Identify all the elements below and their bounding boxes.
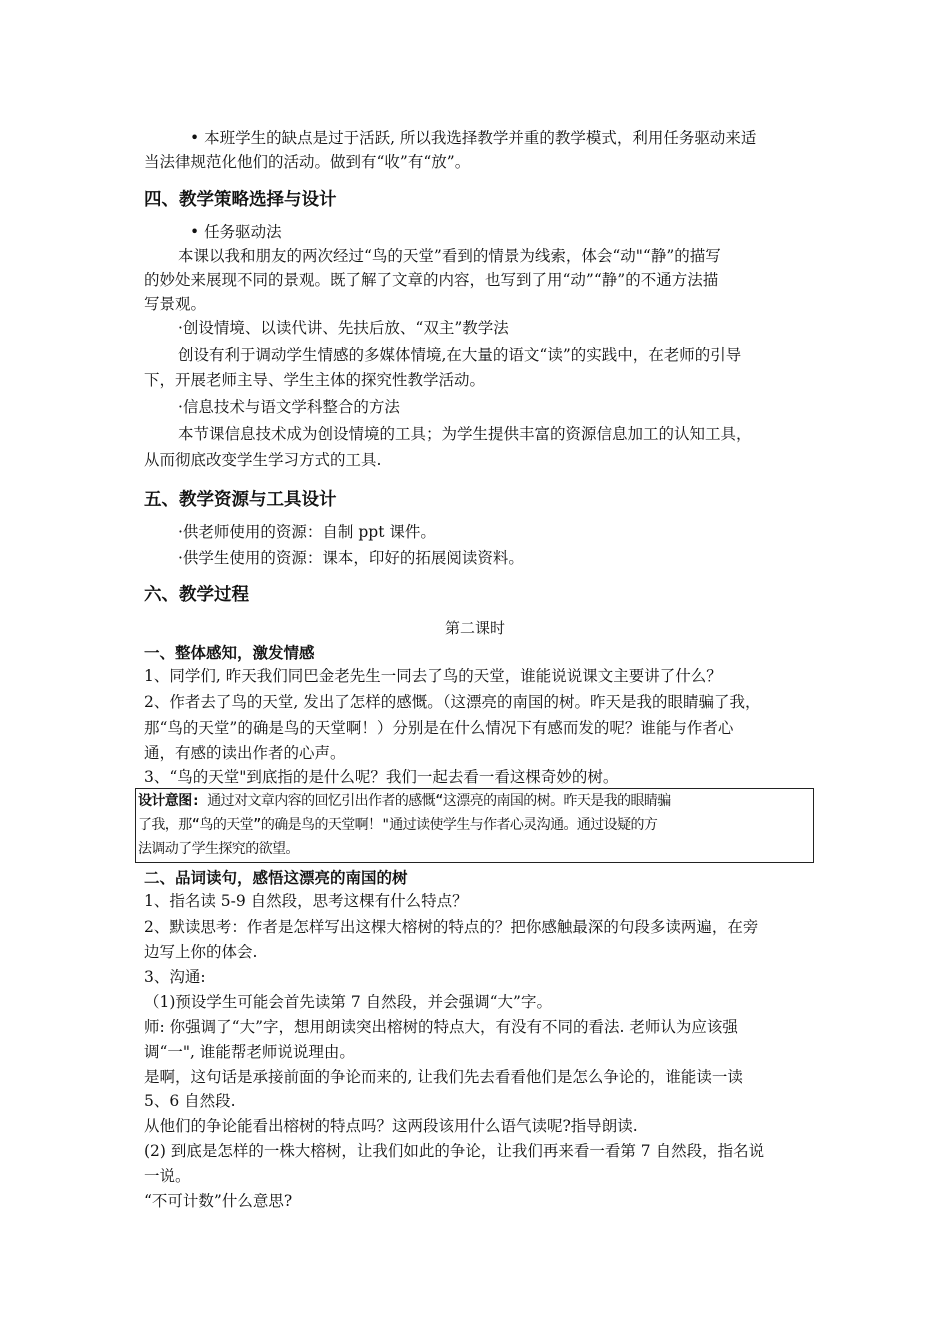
section-heading: 五、教学资源与工具设计 — [144, 490, 337, 510]
paragraph-line: 写景观。 — [144, 295, 207, 313]
section-heading: 六、教学过程 — [144, 585, 249, 605]
paragraph-line: 3、沟通: — [144, 968, 206, 986]
paragraph-line: 边写上你的体会. — [144, 943, 258, 961]
lesson-label: 第二课时 — [444, 619, 505, 637]
paragraph-line: 从他们的争论能看出榕树的特点吗？这两段该用什么语气读呢?指导朗读. — [144, 1117, 638, 1135]
paragraph-line: 1、指名读 5-9 自然段，思考这棵有什么特点？ — [144, 892, 468, 910]
paragraph-line: 本课以我和朋友的两次经过“鸟的天堂”看到的情景为线索，体会“动"“静”的描写 — [178, 247, 721, 265]
paragraph-line: 2、作者去了鸟的天堂, 发出了怎样的感慨。（这漂亮的南国的树。昨天是我的眼睛骗了我， — [144, 693, 761, 711]
paragraph-line: (2) 到底是怎样的一株大榕树，让我们如此的争论，让我们再来看一看第 7 自然段，指名说 — [144, 1142, 765, 1160]
paragraph-line: 2、默读思考：作者是怎样写出这棵大榕树的特点的？把你感触最深的句段多读两遍，在旁 — [144, 918, 759, 936]
paragraph-line: 是啊，这句话是承接前面的争论而来的, 让我们先去看看他们是怎么争论的，谁能读一读 — [144, 1068, 743, 1086]
paragraph-line: 从而彻底改变学生学习方式的工具. — [144, 451, 382, 469]
paragraph-line: 3、“鸟的天堂"到底指的是什么呢？我们一起去看一看这棵奇妙的树。 — [144, 768, 619, 786]
subsection-heading: 二、品词读句，感悟这漂亮的南国的树 — [144, 869, 408, 887]
paragraph-line: 那“鸟的天堂”的确是鸟的天堂啊！）分别是在什么情况下有感而发的呢？谁能与作者心 — [144, 719, 734, 737]
paragraph-line: （1)预设学生可能会首先读第 7 自然段，并会强调“大”字。 — [144, 993, 552, 1011]
design-intent-line — [138, 789, 671, 813]
design-intent-text: 通过对文章内容的回忆引出作者的感慨“这漂亮的南国的树。昨天是我的眼睛骗 — [207, 793, 671, 809]
paragraph-line: 通，有感的读出作者的心声。 — [144, 744, 346, 762]
subsection-heading: 一、整体感知，激发情感 — [144, 644, 315, 662]
paragraph-line: 的妙处来展现不同的景观。既了解了文章的内容，也写到了用“动”“静”的不通方法描 — [144, 271, 719, 289]
section-heading: 四、教学策略选择与设计 — [144, 190, 337, 210]
paragraph-line: 创设有利于调动学生情感的多媒体情境,在大量的语文“读”的实践中，在老师的引导 — [178, 346, 742, 364]
design-intent-line: 了我，那“鸟的天堂”的确是鸟的天堂啊！"通过读使学生与作者心灵沟通。通过设疑的方 — [138, 817, 658, 833]
paragraph-line: 1、同学们, 昨天我们同巴金老先生一同去了鸟的天堂，谁能说说课文主要讲了什么？ — [144, 667, 722, 685]
resource-item: ·供学生使用的资源：课本，印好的拓展阅读资料。 — [178, 549, 524, 567]
design-intent-label: 设计意图: — [138, 793, 200, 809]
paragraph-line: 调“一", 谁能帮老师说说理由。 — [144, 1043, 355, 1061]
paragraph-line: 下，开展老师主导、学生主体的探究性教学活动。 — [144, 371, 486, 389]
bullet-item: ·信息技术与语文学科整合的方法 — [178, 398, 400, 416]
bullet-item: • 任务驱动法 — [190, 223, 282, 241]
bullet-item: ·创设情境、以读代讲、先扶后放、“双主”教学法 — [178, 319, 509, 337]
paragraph-line: 本节课信息技术成为创设情境的工具；为学生提供丰富的资源信息加工的认知工具， — [178, 425, 752, 443]
design-intent-box — [135, 788, 814, 863]
paragraph-line: 5、6 自然段. — [144, 1092, 236, 1110]
paragraph-line: 一说。 — [144, 1167, 191, 1185]
paragraph-line: “不可计数”什么意思? — [144, 1192, 293, 1210]
paragraph-line: 当法律规范化他们的活动。做到有“收”有“放”。 — [144, 153, 471, 171]
paragraph-line: • 本班学生的缺点是过于活跃, 所以我选择教学并重的教学模式，利用任务驱动来适 — [190, 129, 757, 147]
paragraph-line: 师: 你强调了“大”字，想用朗读突出榕树的特点大，有没有不同的看法. 老师认为应该强 — [144, 1018, 738, 1036]
design-intent-line: 法调动了学生探究的欲望。 — [138, 841, 299, 857]
resource-item: ·供老师使用的资源：自制 ppt 课件。 — [178, 523, 436, 541]
